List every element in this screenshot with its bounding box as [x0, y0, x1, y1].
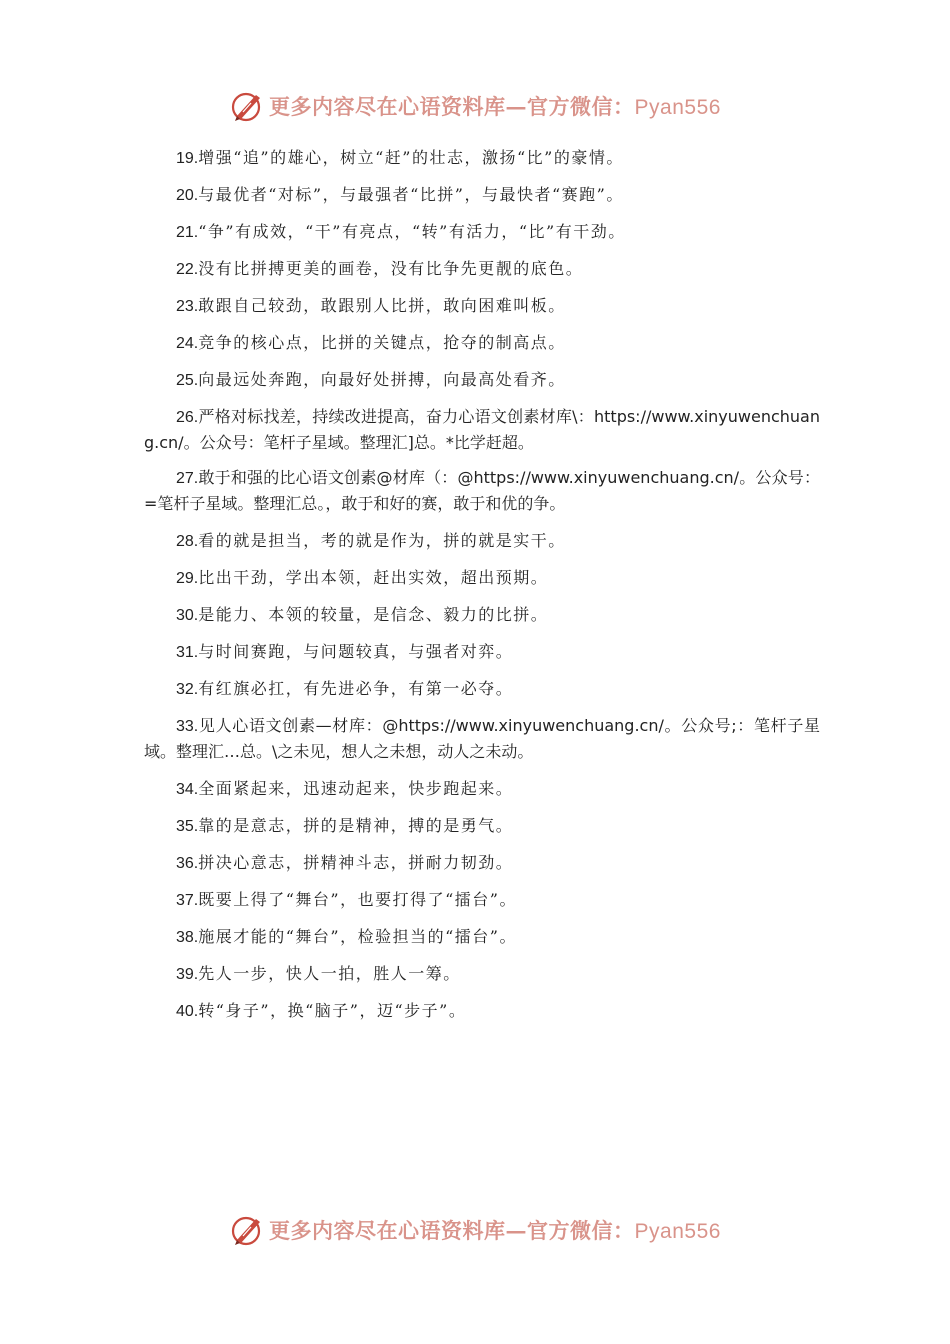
pen-logo-icon: [229, 1212, 265, 1248]
paragraph-26: 26.严格对标找差，持续改进提高，奋力心语文创素材库\：https://www.xinyuwenchuang.cn/。公众号：笔杆子星域。整理汇]总。*比学赶超。: [144, 407, 820, 452]
banner-text: 更多内容尽在心语资料库—官方微信：Pyan556: [269, 94, 721, 119]
list-item: 28.看的就是担当，考的就是作为，拼的就是实干。: [176, 531, 566, 550]
header-banner: [0, 84, 950, 128]
list-item: 23.敢跟自己较劲，敢跟别人比拼，敢向困难叫板。: [176, 296, 566, 315]
list-item: 36.拼决心意志，拼精神斗志，拼耐力韧劲。: [176, 853, 514, 872]
banner-text: 更多内容尽在心语资料库—官方微信：Pyan556: [269, 1218, 721, 1243]
list-item: 38.施展才能的“舞台”，检验担当的“擂台”。: [176, 927, 517, 946]
pen-logo-icon: [229, 88, 265, 124]
list-item: 29.比出干劲，学出本领，赶出实效，超出预期。: [176, 568, 549, 587]
list-item: 22.没有比拼搏更美的画卷，没有比争先更靓的底色。: [176, 259, 584, 278]
list-item: 35.靠的是意志，拼的是精神，搏的是勇气。: [176, 816, 514, 835]
list-item: 19.增强“追”的雄心，树立“赶”的壮志，激扬“比”的豪情。: [176, 148, 624, 167]
list-item: 37.既要上得了“舞台”，也要打得了“擂台”。: [176, 890, 517, 909]
footer-banner: [0, 1208, 950, 1252]
item-list-b: [144, 526, 820, 711]
list-item: 40.转“身子”，换“脑子”，迈“步子”。: [176, 1001, 467, 1020]
item-list-a: [144, 143, 820, 402]
list-item: 32.有红旗必扛，有先进必争，有第一必夺。: [176, 679, 514, 698]
paragraph-33: 33.见人心语文创素—材库：@https://www.xinyuwenchuang.cn/。公众号;：笔杆子星域。整理汇…总。\之未见，想人之未想，动人之未动。: [144, 716, 820, 761]
paragraph-27: 27.敢于和强的比心语文创素@材库（：@https://www.xinyuwenchuang.cn/。公众号：=笔杆子星域。整理汇总。，敢于和好的赛，敢于和优的争。: [144, 468, 820, 513]
list-item: 25.向最远处奔跑，向最好处拼搏，向最高处看齐。: [176, 370, 566, 389]
document-body: [144, 143, 820, 1033]
list-item: 31.与时间赛跑，与问题较真，与强者对弈。: [176, 642, 514, 661]
item-list-c: [144, 774, 820, 1033]
list-item: 30.是能力、本领的较量，是信念、毅力的比拼。: [176, 605, 549, 624]
list-item: 24.竞争的核心点，比拼的关键点，抢夺的制高点。: [176, 333, 566, 352]
list-item: 21.“争”有成效，“干”有亮点，“转”有活力，“比”有干劲。: [176, 222, 626, 241]
list-item: 20.与最优者“对标”，与最强者“比拼”，与最快者“赛跑”。: [176, 185, 624, 204]
list-item: 34.全面紧起来，迅速动起来，快步跑起来。: [176, 779, 514, 798]
list-item: 39.先人一步，快人一拍，胜人一筹。: [176, 964, 461, 983]
